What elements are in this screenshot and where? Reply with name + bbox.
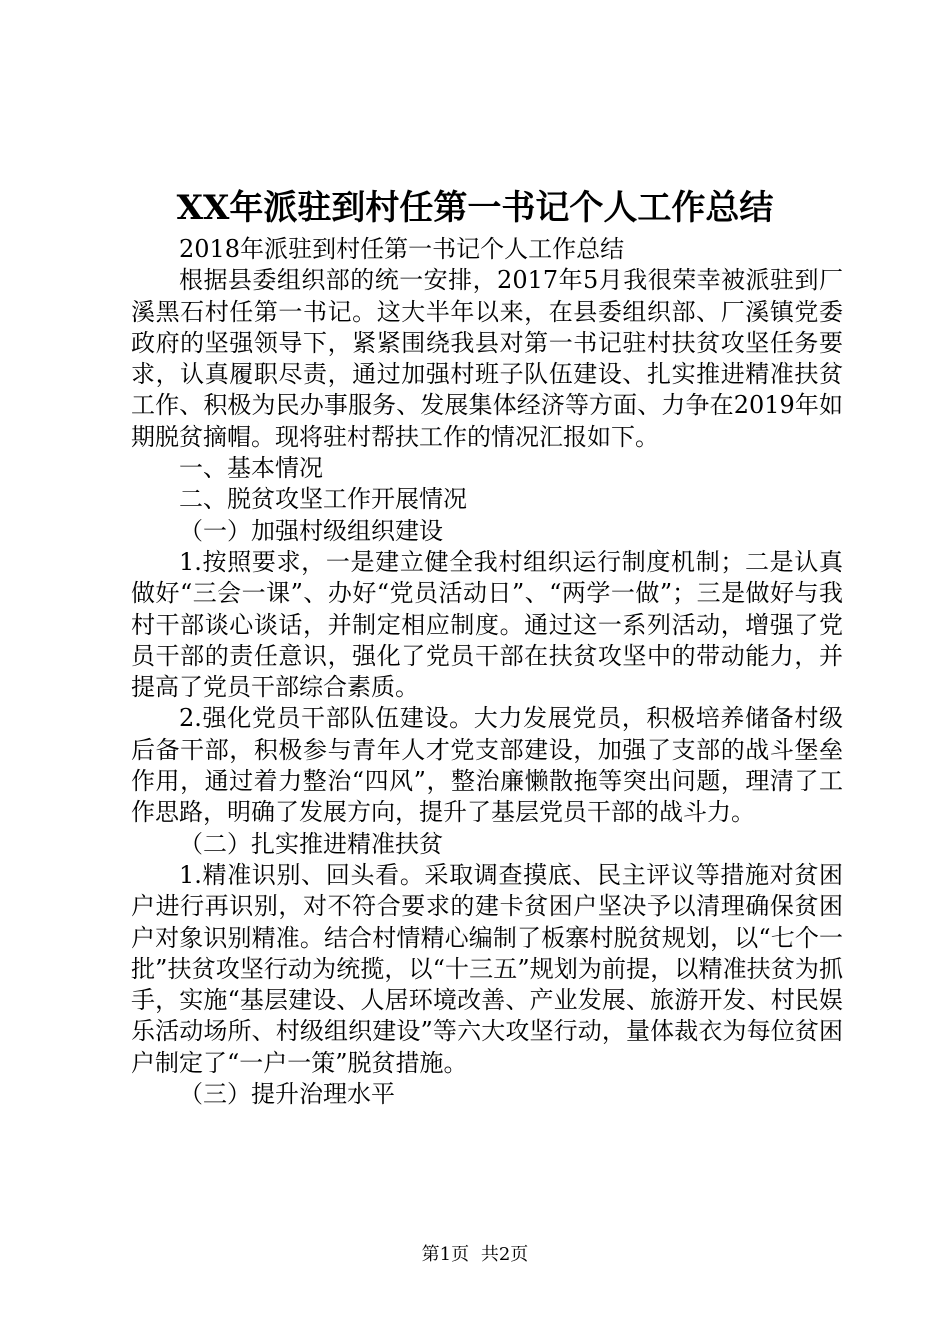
paragraph-item-3: 1.精准识别、回头看。采取调查摸底、民主评议等措施对贫困户进行再识别，对不符合要求的建卡贫困户坚决予以清理确保贫困户对象识别精准。结合村情精心编制了板寨村脱贫规划，以“七个一批”扶贫攻坚行动为统揽，以“十三五”规划为前提，以精准扶贫为抓手，实施“基层建设、人居环境改善、产业发展、旅游开发、村民娱乐活动场所、村级组织建设”等六大攻坚行动，量体裁衣为每位贫困户制定了“一户一策”脱贫措施。: [131, 860, 843, 1077]
subsection-heading-precision: （二）扎实推进精准扶贫: [179, 829, 443, 858]
subtitle-paragraph: 2018年派驻到村任第一书记个人工作总结: [179, 235, 625, 263]
paragraph-item-2: 2.强化党员干部队伍建设。大力发展党员，积极培养储备村级后备干部，积极参与青年人才党支部建设，加强了支部的战斗堡垒作用，通过着力整治“四风”，整治廉懒散拖等突出问题，理清了工作思路，明确了发展方向，提升了基层党员干部的战斗力。: [131, 704, 843, 827]
intro-paragraph: 根据县委组织部的统一安排，2017年5月我很荣幸被派驻到厂溪黑石村任第一书记。这大半年以来，在县委组织部、厂溪镇党委政府的坚强领导下，紧紧围绕我县对第一书记驻村扶贫攻坚任务要求，认真履职尽责，通过加强村班子队伍建设、扎实推进精准扶贫工作、积极为民办事服务、发展集体经济等方面、力争在2019年如期脱贫摘帽。现将驻村帮扶工作的情况汇报如下。: [131, 266, 843, 451]
paragraph-item-1: 1.按照要求，一是建立健全我村组织运行制度机制；二是认真做好“三会一课”、办好“党员活动日”、“两学一做”；三是做好与我村干部谈心谈话，并制定相应制度。通过这一系列活动，增强了党员干部的责任意识，强化了党员干部在扶贫攻坚中的带动能力，并提高了党员干部综合素质。: [131, 547, 843, 702]
page-total: 共2页: [480, 1244, 529, 1265]
document-title: XX年派驻到村任第一书记个人工作总结: [176, 188, 774, 228]
document-body: [131, 234, 843, 1110]
subsection-heading-governance: （三）提升治理水平: [179, 1080, 395, 1109]
section-heading-basic: 一、基本情况: [179, 454, 323, 483]
page-footer: [0, 1243, 950, 1267]
subsection-heading-organization: （一）加强村级组织建设: [179, 516, 443, 545]
page-number: 第1页: [421, 1244, 470, 1265]
section-heading-poverty: 二、脱贫攻坚工作开展情况: [179, 485, 467, 514]
